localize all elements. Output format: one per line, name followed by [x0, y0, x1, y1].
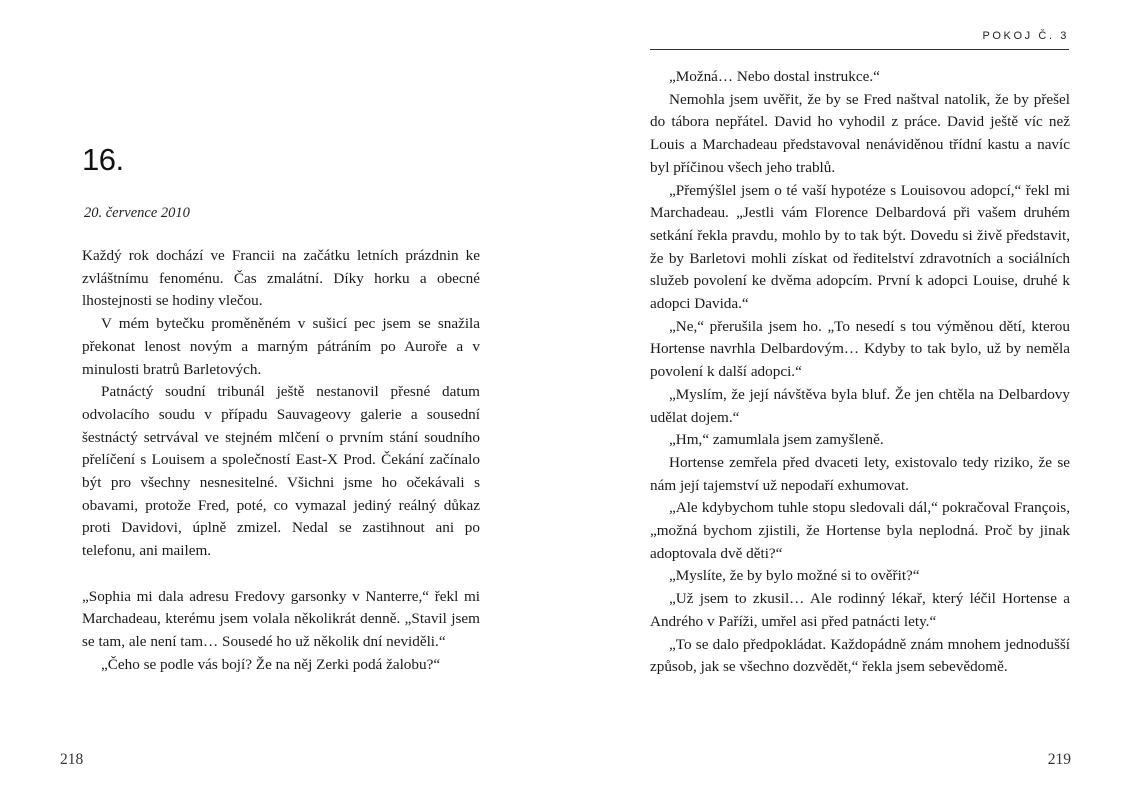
page-number-left: 218 [60, 751, 84, 768]
right-page [566, 0, 1131, 800]
paragraph: Patnáctý soudní tribunál ještě nestanovil přesné datum odvolacího soudu v případu Sauvageovy galerie a sousední šestnáctý setrvával ve stejném mlčení o prvním stání soudního přelíčení s Louisem a společností East-X Prod. Čekání začínalo být pro všechny nesnesitelné. Všichni jsme ho očekávali s obavami, protože Fred, poté, co vymazal jediný reálný důkaz proti Davidovi, úplně zmizel. Nedal se zastihnout ani po telefonu, ani mailem. [82, 383, 480, 560]
paragraph: „Sophia mi dala adresu Fredovy garsonky v Nanterre,“ řekl mi Marchadeau, kterému jsem volala několikrát denně. „Stavil jsem se tam, ale není tam… Sousedé ho už několik dní neviděli.“ [82, 587, 480, 650]
paragraph: „Už jsem to zkusil… Ale rodinný lékař, který léčil Hortense a Andrého v Paříži, umřel asi před patnácti lety.“ [650, 590, 1070, 630]
paragraph: „Přemýšlel jsem o té vaší hypotéze s Louisovou adopcí,“ řekl mi Marchadeau. „Jestli vám Florence Delbardová při vašem druhém setkání řekla pravdu, mohlo by to tak být. Dovedu si živě představit, že by Barletovi mohli získat od ředitelství zdravotních a sociálních služeb povolení ke dvěma adopcím. První k adopci Louise, druhé k adopci Davida.“ [650, 181, 1070, 313]
paragraph: „Hm,“ zamumlala jsem zamyšleně. [669, 431, 884, 449]
paragraph: „Myslíte, že by bylo možné si to ověřit?“ [669, 567, 920, 585]
paragraph: „Ne,“ přerušila jsem ho. „To nesedí s tou výměnou dětí, kterou Hortense navrhla Delbardovým… Kdyby to tak bylo, už by neměla povolení k další adopci.“ [650, 317, 1070, 381]
paragraph: „To se dalo předpokládat. Každopádně znám mnohem jednodušší způsob, jak se všechno dozvědět,“ řekla jsem sebevědomě. [650, 635, 1070, 676]
paragraph: „Možná… Nebo dostal instrukce.“ [669, 68, 880, 85]
chapter-date: 20. července 2010 [84, 205, 190, 221]
paragraph: „Čeho se podle vás bojí? Že na něj Zerki podá žalobu?“ [101, 655, 441, 673]
chapter-number: 16. [82, 142, 124, 177]
running-head: POKOJ Č. 3 [982, 30, 1069, 42]
paragraph: Hortense zemřela před dvaceti lety, existovalo tedy riziko, že se nám její tajemství už nepodaří exhumovat. [650, 453, 1070, 494]
paragraph: „Myslím, že její návštěva byla bluf. Že jen chtěla na Delbardovy udělat dojem.“ [650, 385, 1070, 426]
left-page [0, 0, 565, 800]
paragraph: „Ale kdybychom tuhle stopu sledovali dál,“ pokračoval François, „možná bychom zjistili, že Hortense byla neplodná. Proč by jinak adoptovala dvě děti?“ [650, 499, 1070, 562]
paragraph: Nemohla jsem uvěřit, že by se Fred naštval natolik, že by přešel do tábora nepřátel. David ho vyhodil z práce. David ještě víc než Louis a Marchadeau představoval nenáviděnou třídní kastu a navíc byl příčinou všech jeho trablů. [650, 90, 1070, 176]
paragraph: V mém bytečku proměněném v sušicí pec jsem se snažila překonat lenost novým a marným pátráním po Auroře a v minulosti bratrů Barletových. [82, 315, 480, 378]
page-number-right: 219 [1047, 751, 1071, 768]
right-body-text [650, 66, 1070, 679]
header-rule [650, 49, 1069, 50]
paragraph: Každý rok dochází ve Francii na začátku letních prázdnin ke zvláštnímu fenoménu. Čas zmalátní. Díky horku a obecné lhostejnosti se hodiny vlečou. [82, 247, 480, 310]
left-body-text [82, 245, 480, 676]
